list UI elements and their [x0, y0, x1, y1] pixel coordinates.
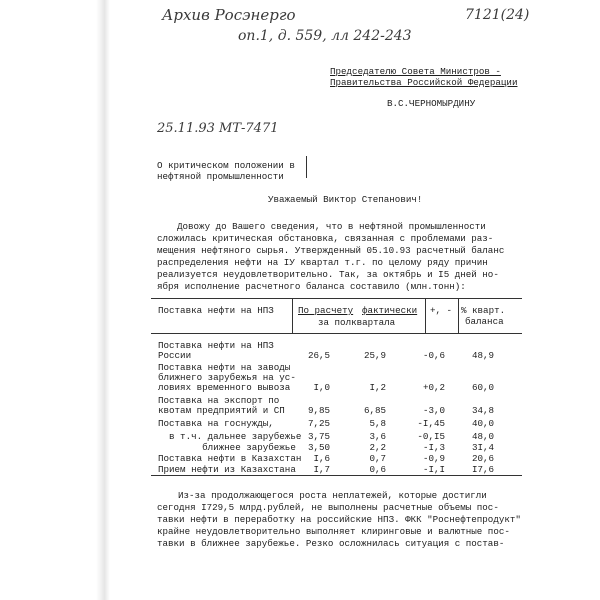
closing-line: тавки в ближнее зарубежье. Резко осложнилась ситуация с постав- [157, 538, 505, 549]
row-label: ловиях временного вывоза [158, 382, 291, 393]
closing-line: сегодня I729,5 млрд.рублей, не выполнены расчетные объемы пос- [157, 502, 499, 513]
row-pct: 34,8 [471, 405, 494, 416]
row-fact: 0,7 [369, 453, 386, 464]
row-pct: 48,0 [471, 431, 494, 442]
addressee-line2: Правительства Российской Федерации [330, 77, 518, 88]
row-diff: -0,6 [422, 350, 445, 361]
subject-line1: О критическом положении в [157, 160, 295, 171]
header-pct: % кварт. [461, 305, 506, 316]
row-fact: 5,8 [369, 418, 386, 429]
closing-line: крайне неудовлетворительно выполняет клиринговые и валютные пос- [157, 526, 510, 537]
row-diff: -I,45 [417, 418, 445, 429]
row-label: в т.ч. дальнее зарубежье [158, 431, 302, 442]
subject-line2: нефтяной промышленности [157, 171, 284, 182]
table-header-rule [151, 333, 522, 334]
row-label: России [158, 350, 192, 361]
row-plan: 26,5 [307, 350, 330, 361]
row-fact: I,2 [369, 382, 386, 393]
header-pct-sub: баланса [465, 316, 504, 327]
row-diff: -3,0 [422, 405, 445, 416]
row-pct: I7,6 [471, 464, 494, 475]
archive-file-ref: оп.1, д. 559, лл 242-243 [238, 28, 412, 44]
row-label: Поставка на госнужды, [158, 418, 274, 429]
row-label: Поставка нефти на заводы [158, 362, 291, 373]
scan-edge-shadow [96, 0, 110, 600]
row-pct: 20,6 [471, 453, 494, 464]
table-col-divider [425, 298, 426, 333]
header-item: Поставка нефти на НПЗ [158, 305, 274, 316]
row-plan: I,6 [313, 453, 330, 464]
row-fact: 2,2 [369, 442, 386, 453]
row-fact: 6,85 [363, 405, 386, 416]
row-diff: -0,9 [422, 453, 445, 464]
row-pct: 3I,4 [471, 442, 494, 453]
row-fact: 3,6 [369, 431, 386, 442]
table-top-rule [151, 298, 522, 299]
row-plan: I,0 [313, 382, 330, 393]
row-pct: 40,0 [471, 418, 494, 429]
row-fact: 25,9 [363, 350, 386, 361]
row-label: ближнего зарубежья на ус- [158, 372, 296, 383]
row-plan: I,7 [313, 464, 330, 475]
row-label: Поставка нефти в Казахстан [158, 453, 302, 464]
intro-line: сложилась критическая обстановка, связанная с проблемами раз- [157, 233, 494, 244]
table-col-divider [292, 298, 293, 333]
intro-line: реализуется неудовлетворительно. Так, за октябрь и I5 дней но- [157, 269, 499, 280]
registration-number: 25.11.93 МТ-7471 [157, 121, 279, 136]
header-period: за полквартала [318, 317, 396, 328]
row-diff: -I,I [422, 464, 445, 475]
row-pct: 48,9 [471, 350, 494, 361]
closing-line: тавки нефти в переработку на российские НПЗ. ФКК "Роснефтепродукт" [157, 514, 521, 525]
subject-bracket [306, 156, 307, 178]
row-fact: 0,6 [369, 464, 386, 475]
header-plan: По расчету [298, 305, 354, 316]
row-label: Поставка нефти на НПЗ [158, 340, 274, 351]
row-diff: -I,3 [422, 442, 445, 453]
row-diff: -0,I5 [417, 431, 445, 442]
row-pct: 60,0 [471, 382, 494, 393]
row-plan: 7,25 [307, 418, 330, 429]
intro-line: распределения нефти на IУ квартал т.г. по целому ряду причин [157, 257, 488, 268]
row-label: ближнее зарубежье [158, 442, 296, 453]
row-diff: +0,2 [422, 382, 445, 393]
archive-ref: 7121(24) [465, 7, 530, 23]
row-plan: 3,50 [307, 442, 330, 453]
intro-line: Довожу до Вашего сведения, что в нефтяной промышленности [177, 221, 486, 232]
closing-line: Из-за продолжающегося роста неплатежей, которые достигли [178, 490, 487, 501]
archive-stamp: Архив Росэнерго [162, 6, 296, 24]
row-plan: 3,75 [307, 431, 330, 442]
intro-line: ября исполнение расчетного баланса составило (млн.тонн): [157, 281, 466, 292]
row-label: квотам предприятий и СП [158, 405, 285, 416]
addressee-line1: Председателю Совета Министров - [330, 66, 501, 77]
header-diff: +, - [430, 305, 453, 316]
table-col-divider [458, 298, 459, 333]
row-plan: 9,85 [307, 405, 330, 416]
intro-line: мещения нефтяного сырья. Утвержденный 05.10.93 расчетный баланс [157, 245, 505, 256]
addressee-name: В.С.ЧЕРНОМЫРДИНУ [387, 98, 476, 109]
salutation: Уважаемый Виктор Степанович! [268, 194, 423, 205]
row-label: Прием нефти из Казахстана [158, 464, 296, 475]
row-label: Поставка на экспорт по [158, 395, 280, 406]
header-fact: фактически [362, 305, 418, 316]
